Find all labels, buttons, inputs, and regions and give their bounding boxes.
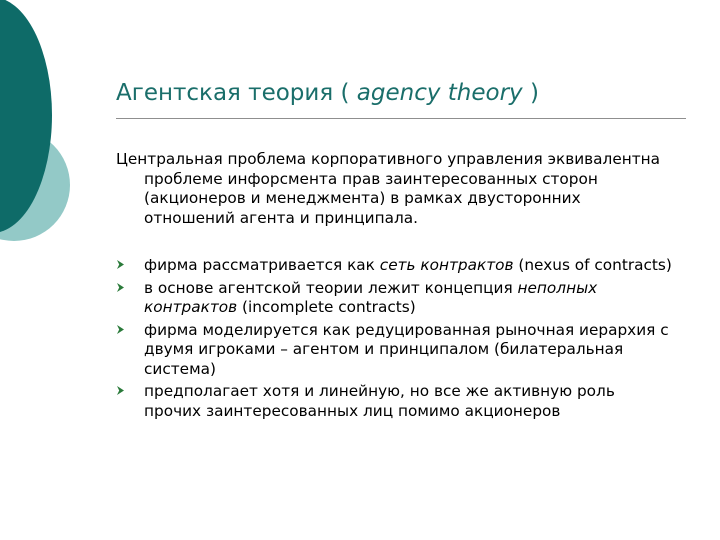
intro-paragraph: Центральная проблема корпоративного управления эквивалентна проблеме инфорсмента прав заинтересованных сторон (акционеров и менеджмента) в рамках двусторонних отношений агента и принципала.: [116, 150, 661, 227]
bullet-item-3: [116, 321, 676, 380]
bullet-list: [116, 256, 676, 421]
bullet-item-2: [116, 279, 676, 318]
bullet-item-1: [116, 256, 676, 276]
arrow-bullet-icon: [116, 324, 125, 335]
title-close: ): [529, 80, 539, 106]
title-main: Агентская теория (: [116, 80, 350, 106]
bullet-2-tail: (incomplete contracts): [237, 298, 416, 316]
bullet-2-text: в основе агентской теории лежит концепция: [144, 278, 518, 297]
bullet-4-text: предполагает хотя и линейную, но все же активную роль прочих заинтересованных лиц помимо акционеров: [144, 382, 615, 420]
slide-title: [116, 77, 539, 109]
bullet-1-tail: (nexus of contracts): [513, 256, 672, 274]
bullet-1-term: сеть контрактов: [379, 256, 514, 274]
bullet-item-4: [116, 382, 676, 421]
bullet-1-text: фирма рассматривается как: [144, 256, 380, 274]
slide-body: [116, 150, 676, 424]
arrow-bullet-icon: [116, 282, 125, 293]
decorative-circles: [0, 0, 80, 290]
title-divider: [116, 118, 686, 119]
arrow-bullet-icon: [116, 259, 125, 270]
bullet-2-term: неполных контрактов: [144, 278, 598, 316]
title-english-term: agency theory: [349, 80, 530, 106]
arrow-bullet-icon: [116, 385, 125, 396]
bullet-3-text: фирма моделируется как редуцированная рыночная иерархия с двумя игроками – агентом и принципалом (билатеральная система): [144, 320, 669, 378]
